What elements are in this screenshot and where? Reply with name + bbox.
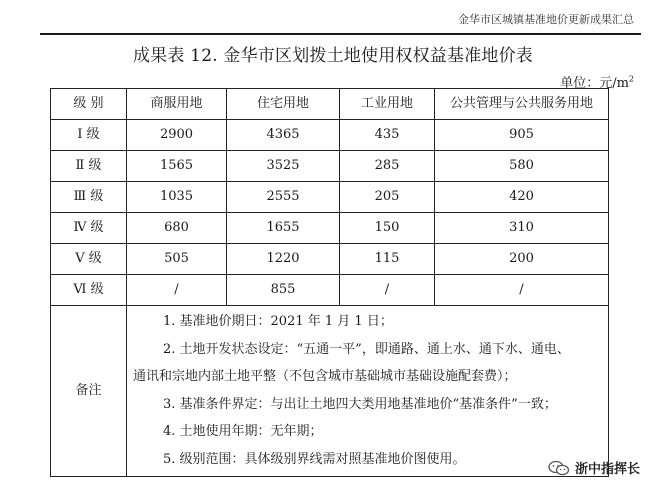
column-header: 公共管理与公共服务用地 [435, 89, 609, 120]
watermark-text: 浙中指挥长 [574, 462, 640, 477]
table-row [51, 182, 609, 213]
note-line: 4. 土地使用年期：无年期； [163, 424, 323, 439]
table-row [51, 213, 609, 244]
value-cell: 905 [435, 120, 609, 151]
value-cell: 680 [127, 213, 227, 244]
unit-superscript: 2 [628, 74, 634, 84]
grade-cell: Ⅲ 级 [51, 182, 127, 213]
note-line: 1. 基准地价期日：2021 年 1 月 1 日； [163, 314, 393, 329]
value-cell: 2555 [227, 182, 340, 213]
grade-cell: Ⅰ 级 [51, 120, 127, 151]
column-header: 商服用地 [127, 89, 227, 120]
grade-cell: Ⅱ 级 [51, 151, 127, 182]
value-cell: 310 [435, 213, 609, 244]
notes-content [127, 306, 609, 477]
column-header: 工业用地 [340, 89, 435, 120]
table-title: 成果表 12. 金华市区划拨土地使用权权益基准地价表 [132, 46, 534, 66]
value-cell: 4365 [227, 120, 340, 151]
notes-label: 备注 [51, 306, 127, 477]
value-cell: 115 [340, 244, 435, 275]
value-cell: / [340, 275, 435, 306]
value-cell: 3525 [227, 151, 340, 182]
grade-cell: Ⅵ 级 [51, 275, 127, 306]
value-cell: / [127, 275, 227, 306]
land-price-table [50, 88, 609, 477]
value-cell: 1035 [127, 182, 227, 213]
value-cell: 1655 [227, 213, 340, 244]
notes-row [51, 306, 609, 477]
value-cell: 2900 [127, 120, 227, 151]
value-cell: 200 [435, 244, 609, 275]
value-cell: 1565 [127, 151, 227, 182]
value-cell: 505 [127, 244, 227, 275]
wechat-icon [548, 460, 570, 476]
document-header: 金华市区城镇基准地价更新成果汇总 [458, 13, 634, 26]
table-header-row [51, 89, 609, 120]
table-row [51, 275, 609, 306]
note-line: 通讯和宗地内部土地平整（不包含城市基础城市基础设施配套费）； [133, 369, 517, 384]
wechat-watermark [548, 458, 640, 477]
note-line: 5. 级别范围：具体级别界线需对照基准地价图使用。 [163, 451, 466, 467]
table-row [51, 151, 609, 182]
value-cell: 580 [435, 151, 609, 182]
value-cell: 855 [227, 275, 340, 306]
grade-cell: Ⅴ 级 [51, 244, 127, 275]
grade-cell: Ⅳ 级 [51, 213, 127, 244]
value-cell: / [435, 275, 609, 306]
value-cell: 205 [340, 182, 435, 213]
note-line: 3. 基准条件界定：与出让土地四大类用地基准地价“基准条件”一致； [163, 396, 557, 412]
table-row [51, 244, 609, 275]
column-header: 级 别 [51, 89, 127, 120]
value-cell: 285 [340, 151, 435, 182]
table-row [51, 120, 609, 151]
value-cell: 150 [340, 213, 435, 244]
column-header: 住宅用地 [227, 89, 340, 120]
value-cell: 420 [435, 182, 609, 213]
note-line: 2. 土地开发状态设定：“五通一平”，即通路、通上水、通下水、通电、 [163, 341, 570, 357]
header-rule [40, 33, 641, 35]
value-cell: 1220 [227, 244, 340, 275]
value-cell: 435 [340, 120, 435, 151]
unit-prefix: 单位：元/m [560, 76, 629, 91]
